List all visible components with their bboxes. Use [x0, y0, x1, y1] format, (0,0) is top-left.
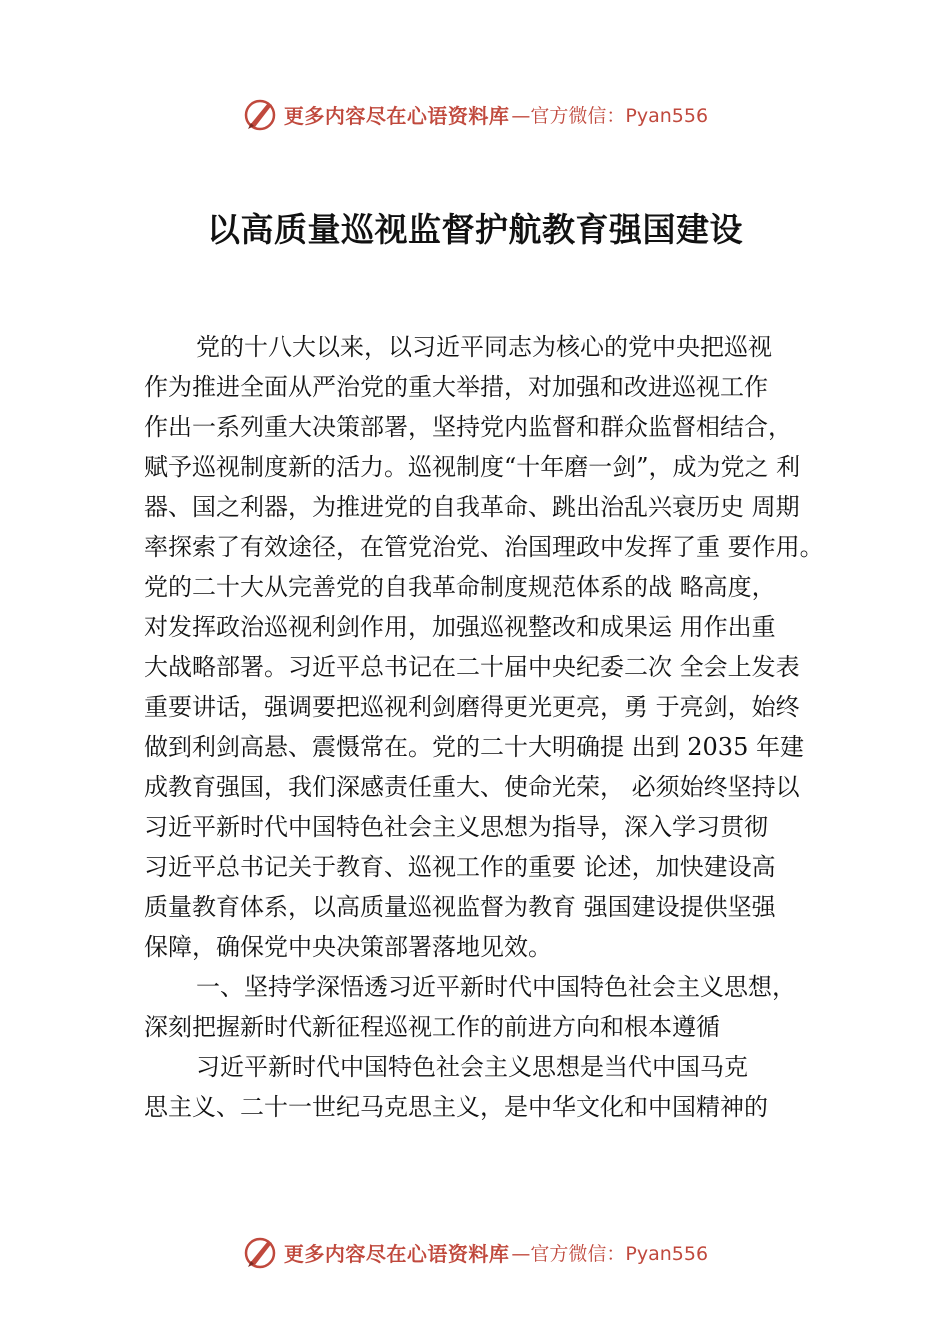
pen-logo-icon — [242, 1233, 280, 1271]
header-banner — [0, 94, 950, 134]
document-title: 以高质量巡视监督护航教育强国建设 — [207, 210, 743, 249]
paragraph-line: 率探索了有效途径，在管党治党、治国理政中发挥了重 要作用。 — [144, 533, 824, 561]
paragraph-line: 对发挥政治巡视利剑作用，加强巡视整改和成果运 用作出重 — [144, 613, 776, 641]
paragraph-line: 做到利剑高悬、震慑常在。党的二十大明确提 出到 2035 年建 — [144, 733, 804, 761]
footer-wechat-text: —官方微信：Pyan556 — [511, 1242, 709, 1265]
document-body — [144, 327, 854, 1127]
paragraph-line: 重要讲话，强调要把巡视利剑磨得更光更亮，勇 于亮剑，始终 — [144, 693, 800, 721]
paragraph-line: 习近平总书记关于教育、巡视工作的重要 论述，加快建设高 — [144, 853, 776, 881]
header-wechat-text: —官方微信：Pyan556 — [511, 104, 709, 127]
paragraph-line: 质量教育体系，以高质量巡视监督为教育 强国建设提供坚强 — [144, 893, 776, 921]
paragraph-line: 保障，确保党中央决策部署落地见效。 — [144, 933, 552, 961]
section-heading-line: 一、坚持学深悟透习近平新时代中国特色社会主义思想， — [196, 973, 796, 1001]
footer-brand-text: 更多内容尽在心语资料库 — [283, 1241, 510, 1266]
paragraph-line: 器、国之利器，为推进党的自我革命、跳出治乱兴衰历史 周期 — [144, 493, 800, 521]
paragraph-line: 赋予巡视制度新的活力。巡视制度“十年磨一剑”，成为党之 利 — [144, 453, 801, 481]
paragraph-line: 作为推进全面从严治党的重大举措，对加强和改进巡视工作 — [144, 373, 768, 401]
footer-banner — [0, 1232, 950, 1272]
header-brand-text: 更多内容尽在心语资料库 — [283, 103, 510, 128]
paragraph-line: 党的十八大以来，以习近平同志为核心的党中央把巡视 — [196, 333, 772, 361]
paragraph-line: 成教育强国，我们深感责任重大、使命光荣， 必须始终坚持以 — [144, 773, 800, 801]
closing-paragraph-line: 思主义、二十一世纪马克思主义，是中华文化和中国精神的 — [144, 1093, 768, 1121]
pen-logo-icon — [242, 95, 280, 133]
paragraph-line: 习近平新时代中国特色社会主义思想为指导，深入学习贯彻 — [144, 813, 768, 841]
section-heading-line: 深刻把握新时代新征程巡视工作的前进方向和根本遵循 — [144, 1013, 720, 1041]
paragraph-line: 党的二十大从完善党的自我革命制度规范体系的战 略高度， — [144, 573, 776, 601]
paragraph-line: 作出一系列重大决策部署，坚持党内监督和群众监督相结合， — [144, 413, 792, 441]
closing-paragraph-line: 习近平新时代中国特色社会主义思想是当代中国马克 — [196, 1053, 748, 1081]
paragraph-line: 大战略部署。习近平总书记在二十届中央纪委二次 全会上发表 — [144, 653, 800, 681]
